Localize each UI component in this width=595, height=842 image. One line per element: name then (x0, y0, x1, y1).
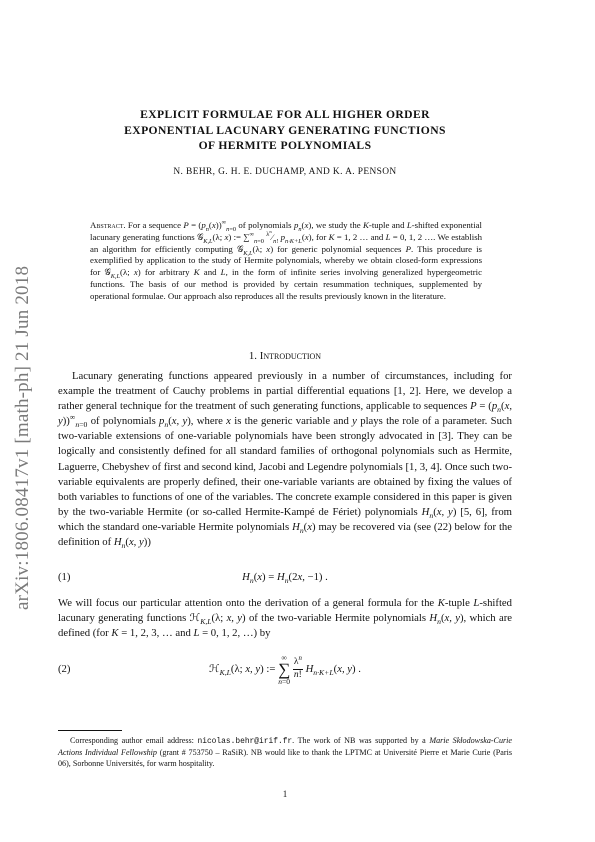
abstract-label: Abstract. (90, 220, 126, 230)
definition-paragraph: We will focus our particular attention onto the derivation of a general formula for the K-tuple L-shifted lacunary generating functions ℋ$_{K,L}$(λ; x, y) of the two-variable Hermite polynomials $H_n(x$, y), which are defined (for K = 1, 2, 3, … and L = 0, 1, 2, …) by (58, 597, 513, 640)
page-number: 1 (282, 789, 288, 799)
intro-paragraph: Lacunary generating functions appeared previously in a number of circumstances, including for example the treatment of Cauchy problems in partial differential equations [1, 2]. Here, we develop a rather general technique for the treatment of such generating functions, applicable to sequences $P = (p_n(x$, $y))^\infty_{n=0}$ of polynomials $p_n(x$, y), where x is the generic variable and y plays the role of a parameter. Such two-variable extensions of one-variable polynomials have been strongly advocated in [3]. They can be logically and consistently defined for all standard families of orthogonal polynomials such as Hermite, Laguerre, Chebyshev of first and second kind, Jacobi and Legendre polynomials [1, 3, 4]. Once such two-variable equivalents are properly defined, their one-variable variants are obtained by fixing the values of both variables to functions of one of the variables. The concrete example considered in this paper is given by the two-variable Hermite (or so-called Hermite-Kampé de Fériet) polynomials $H_n(x$, y) [5, 6], from which the standard one-variable Hermite polynomials $H_n(x)$ may be recovered via (see (22) below for the definition of $H_n(x$, y)) (58, 370, 513, 551)
title-line: OF HERMITE POLYNOMIALS (198, 139, 372, 152)
footnote: Corresponding author email address: nicolas.behr@irif.fr. The work of NB was supported by a Marie Skłodowska-Curie Actions Individual Fellowship (grant # 753750 – RaSiR). NB would like to thank the LPTMC at Université Pierre et Marie Curie (Paris 06), Sorbonne Universités, for warm hospitality. (58, 736, 512, 769)
paper-title (58, 107, 512, 154)
author-email-link[interactable]: nicolas.behr@irif.fr (197, 737, 293, 746)
equation-body: ℋ$_{K,L}$(λ; x, y) := ∞ ∑ n=0 $\frac{\lambda^n}{n!}$ $H_{n\cdot K+L}(x$, y) . (209, 653, 361, 686)
equation-number: (1) (58, 571, 71, 583)
title-line: EXPONENTIAL LACUNARY GENERATING FUNCTIONS (124, 123, 446, 137)
equation-body: $H_n(x) = H_n(2x$, −1) . (242, 571, 328, 586)
summation-symbol: ∞ ∑ n=0 (278, 653, 291, 686)
footnote-divider (58, 730, 122, 731)
title-line: EXPLICIT FORMULAE FOR ALL HIGHER ORDER (140, 108, 430, 121)
equation-2 (58, 654, 512, 694)
section-heading: 1. Introduction (248, 350, 322, 362)
abstract: Abstract. For a sequence $P = (p_n(x))^\infty_{n=0}$ of polynomials $p_n(x)$, we study the K-tuple and L-shifted exponential lacunary generating functions 𝒢$_{K,L}$(λ; x) := $\sum^\infty_{n=0}$ $^{\lambda^n}⁄_{n!}$ $p_{n\cdot K+L}(x)$, for K = 1, 2 … and L = 0, 1, 2 …. We establish an algorithm for efficiently computing 𝒢$_{K,L}$(λ; x) for generic polynomial sequences P. This procedure is exemplified by application to the study of Hermite polynomials, whereby we obtain closed-form expressions for 𝒢$_{K,L}$(λ; x) for arbitrary K and L, in the form of infinite series involving generalized hypergeometric functions. The basis of our method is provided by certain resummation techniques, supplemented by operational formulae. Our approach also reproduces all the results previously known in the literature. (90, 219, 483, 301)
fraction: $\frac{\lambda^n}{n!}$ (293, 654, 302, 680)
arxiv-identifier-stamp: arXiv:1806.08417v1 [math-ph] 21 Jun 2018 (12, 265, 33, 610)
author-list: N. BEHR, G. H. E. DUCHAMP, AND K. A. PENSON (173, 167, 397, 177)
equation-number: (2) (58, 663, 71, 675)
